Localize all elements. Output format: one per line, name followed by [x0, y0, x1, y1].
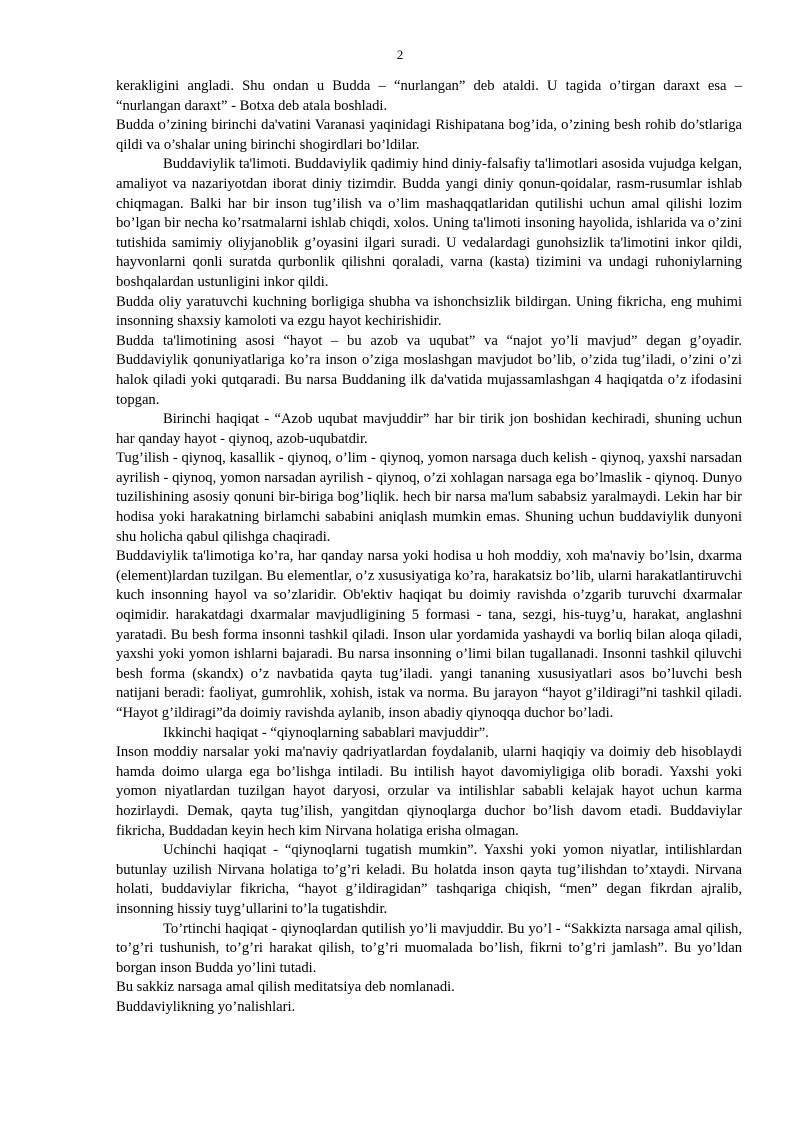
- paragraph: Bu sakkiz narsaga amal qilish meditatsiya deb nomlanadi.: [116, 979, 455, 996]
- paragraph: Buddaviylik ta'limoti. Buddaviylik qadimiy hind diniy-falsafiy ta'limotlari asosida vujudga kelgan, amaliyot va nazariyotdan iborat diniy tizimdir. Budda yangi diniy qonun-qoidalar, rasm-rusumlar ishlab chiqmagan. Balki har bir inson tug’ilish va o’lim mashaqqatlaridan qutilishi uchun amal qilishi lozim bo’lgan bir necha ko’rsatmalarni ishlab chiqdi, xolos. Uning ta'limoti insoning hayolida, ishlarida va o’zini tutishida samimiy oliyjanoblik g’oyasini ilgari suradi. U vedalardagi gunohsizlik ta'limotini inkor qildi, hayvonlarni qonli suratda qurbonlik qilishni qoraladi, varna (kasta) tizimini va undagi ruhoniylarning boshqalardan ustunligini inkor qildi.: [116, 156, 742, 290]
- paragraph: Inson moddiy narsalar yoki ma'naviy qadriyatlardan foydalanib, ularni haqiqiy va doimiy deb hisoblaydi hamda doimo ularga ega bo’lishga intiladi. Bu intilish hayot davomiyligiga olib boradi. Yaxshi yoki yomon niyatlardan tuzilgan hayot daryosi, orzular va intilishlar sababli kelajak hayot uchun karma hozirlaydi. Demak, qayta tug’ilish, yangitdan qiynoqlarga duchor bo’lish davom etadi. Buddaviylar fikricha, Buddadan keyin hech kim Nirvana holatiga erisha olmagan.: [116, 744, 742, 839]
- paragraph: Birinchi haqiqat - “Azob uqubat mavjuddir” har bir tirik jon boshidan kechiradi, shuning uchun har qanday hayot - qiynoq, azob-uqubatdir.: [116, 411, 742, 447]
- paragraph: Ikkinchi haqiqat - “qiynoqlarning sabablari mavjuddir”.: [163, 724, 489, 741]
- document-body: [116, 77, 742, 1018]
- paragraph: Budda oliy yaratuvchi kuchning borligiga shubha va ishonchsizlik bildirgan. Uning fikricha, eng muhimi insonning shaxsiy kamoloti va ezgu hayot kechirishidir.: [116, 293, 742, 330]
- paragraph: To’rtinchi haqiqat - qiynoqlardan qutilish yo’li mavjuddir. Bu yo’l - “Sakkizta narsaga amal qilish, to’g’ri tushunish, to’g’ri harakat qilish, to’g’ri muomalada bo’lish, fikrni to’g’ri jamlash”. Bu yo’ldan borgan inson Budda yo’lini tutadi.: [116, 920, 742, 976]
- paragraph: Tug’ilish - qiynoq, kasallik - qiynoq, o’lim - qiynoq, yomon narsaga duch kelish - qiynoq, yaxshi narsadan ayrilish - qiynoq, yomon narsadan ayrilish - qiynoq, o’zi xohlagan narsaga ega bo’lmaslik - qiynoq. Dunyo tuzilishining asosiy qonuni bir-biriga bog’liqlik. hech bir narsa ma'lum sababsiz yaralmaydi. Lekin har bir hodisa yoki harakatning birlamchi sababini aniqlash mumkin emas. Shuning uchun buddaviylik dunyoni shu holicha qabul qilishga chaqiradi.: [116, 450, 742, 545]
- paragraph: Buddaviylik ta'limotiga ko’ra, har qanday narsa yoki hodisa u hoh moddiy, xoh ma'naviy bo’lsin, dxarma (element)lardan tuzilgan. Bu elementlar, o’z xususiyatiga ko’ra, harakatsiz bo’lib, ularni harakatlantiruvchi kuch insonning hayol va so’zlaridir. Ob'ektiv haqiqat bu doimiy ravishda o’zgarib turuvchi dxarmalar oqimidir. harakatdagi dxarmalar mavjudligining 5 formasi - tana, sezgi, his-tuyg’u, harakat, anglashni yaratadi. Bu besh forma insonni tashkil qiladi. Inson ular yordamida yashaydi va borliq bilan aloqa qiladi, yaxshi yoki yomon ishlarni bajaradi. Bu narsa insonning o’limi bilan tugallanadi. Insonni tashkil qiluvchi besh forma (skandx) o’z navbatida qayta tug’iladi. yangi tananing xususiyatlari asos bo’luvchi besh natijani beradi: faoliyat, gumrohlik, xohish, istak va norma. Bu jarayon “hayot g’ildiragi”ni tashkil qiladi. “Hayot g’ildiragi”da doimiy ravishda aylanib, inson abadiy qiynoqqa duchor bo’ladi.: [116, 548, 742, 721]
- paragraph: Budda o’zining birinchi da'vatini Varanasi yaqinidagi Rishipatana bog’ida, o’zining besh rohib do’stlariga qildi va o’shalar uning birinchi shogirdlari bo’ldilar.: [116, 117, 742, 153]
- paragraph: Buddaviylikning yo’nalishlari.: [116, 998, 296, 1015]
- paragraph: Uchinchi haqiqat - “qiynoqlarni tugatish mumkin”. Yaxshi yoki yomon niyatlar, intilishlardan butunlay uzilish Nirvana holatiga to’g’ri keladi. Bu holatda inson qayta tug’ilishdan to’xtaydi. Nirvana holati, buddaviylar fikricha, “hayot g’ildiragidan” tashqariga chiqish, “men” degan fikrdan ajralib, insonning hissiy tuyg’ullarini to’la tugatishdir.: [116, 842, 742, 917]
- paragraph: Budda ta'limotining asosi “hayot – bu azob va uqubat” va “najot yo’li mavjud” degan g’oyadir. Buddaviylik qonuniyatlariga ko’ra inson o’ziga moslashgan mavjudot bo’lib, o’zida tug’iladi, o’zini o’zi halok qiladi yoki qutqaradi. Bu narsa Buddaning ilk da'vatida mujassamlashgan 4 haqiqatda o’z ifodasini topgan.: [116, 332, 742, 408]
- paragraph: kerakligini angladi. Shu ondan u Budda – “nurlangan” deb ataldi. U tagida o’tirgan daraxt esa – “nurlangan daraxt” - Botxa deb atala boshladi.: [116, 78, 742, 114]
- page-number: 2: [396, 47, 404, 62]
